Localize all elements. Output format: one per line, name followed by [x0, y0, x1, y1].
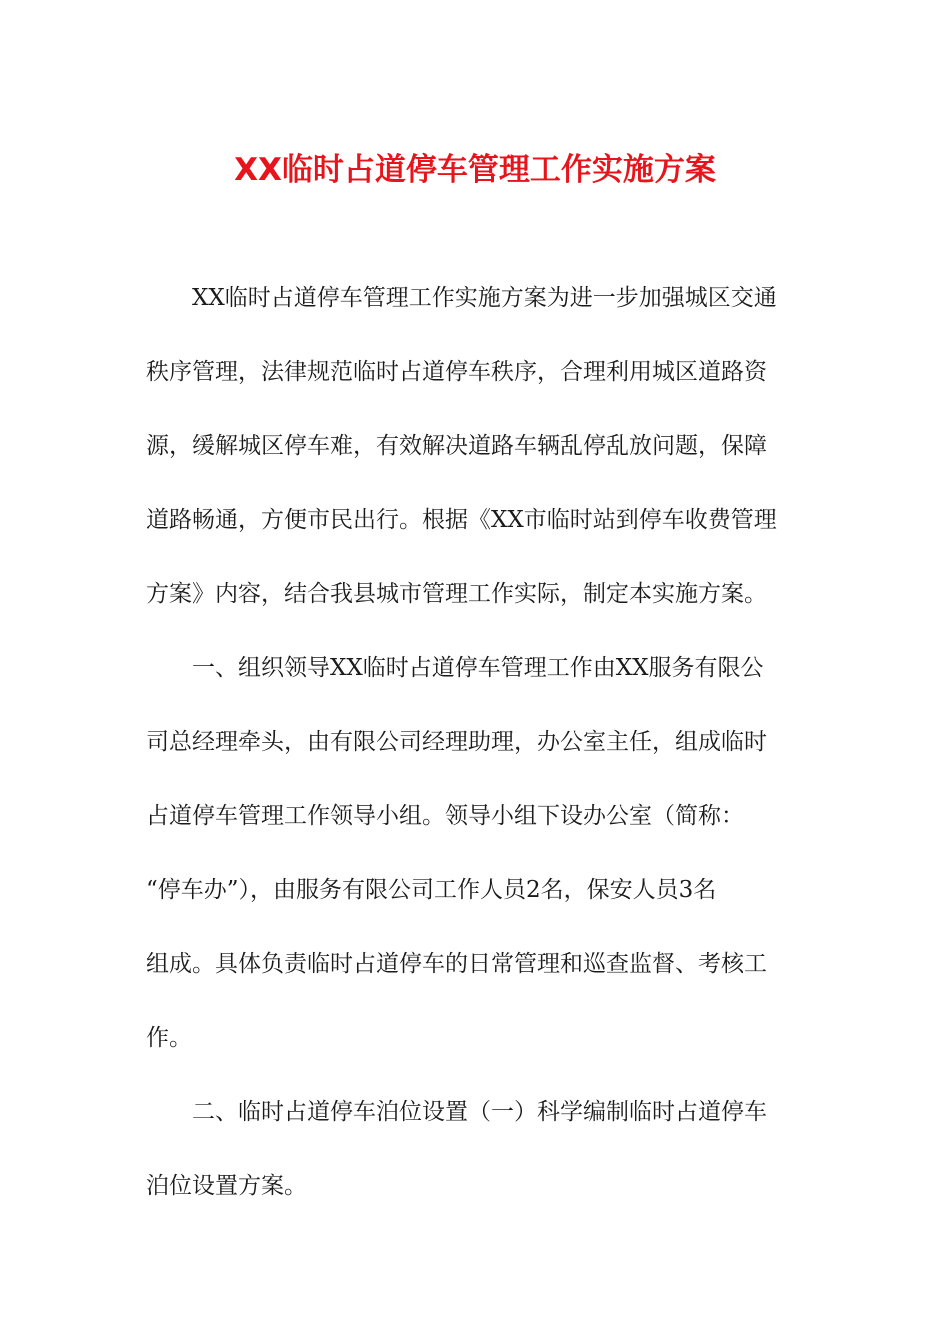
paragraph-2 [146, 650, 806, 1057]
paragraph-line: 司总经理牵头，由有限公司经理助理，办公室主任，组成临时 [146, 729, 767, 755]
paragraph-line: 道路畅通，方便市民出行。根据《XX市临时站到停车收费管理 [146, 507, 777, 533]
paragraph-line: XX临时占道停车管理工作实施方案为进一步加强城区交通 [192, 285, 777, 311]
paragraph-line: 占道停车管理工作领导小组。领导小组下设办公室（简称： [146, 803, 744, 829]
paragraph-line: 作。 [146, 1025, 192, 1051]
paragraph-line: 一、组织领导XX临时占道停车管理工作由XX服务有限公 [192, 655, 764, 681]
paragraph-line: 源，缓解城区停车难，有效解决道路车辆乱停乱放问题，保障 [146, 433, 767, 459]
paragraph-line: 泊位设置方案。 [146, 1173, 307, 1199]
paragraph-line: 二、临时占道停车泊位设置（一）科学编制临时占道停车 [192, 1099, 767, 1125]
document-title: XX临时占道停车管理工作实施方案 [234, 152, 716, 188]
paragraph-1 [146, 280, 806, 613]
paragraph-line: 组成。具体负责临时占道停车的日常管理和巡查监督、考核工 [146, 951, 767, 977]
document-body [146, 280, 806, 1242]
paragraph-3 [146, 1094, 806, 1205]
paragraph-line: 秩序管理，法律规范临时占道停车秩序，合理利用城区道路资 [146, 359, 767, 385]
paragraph-line: 方案》内容，结合我县城市管理工作实际，制定本实施方案。 [146, 581, 767, 607]
paragraph-line: “停车办”），由服务有限公司工作人员2名，保安人员3名 [146, 877, 717, 903]
